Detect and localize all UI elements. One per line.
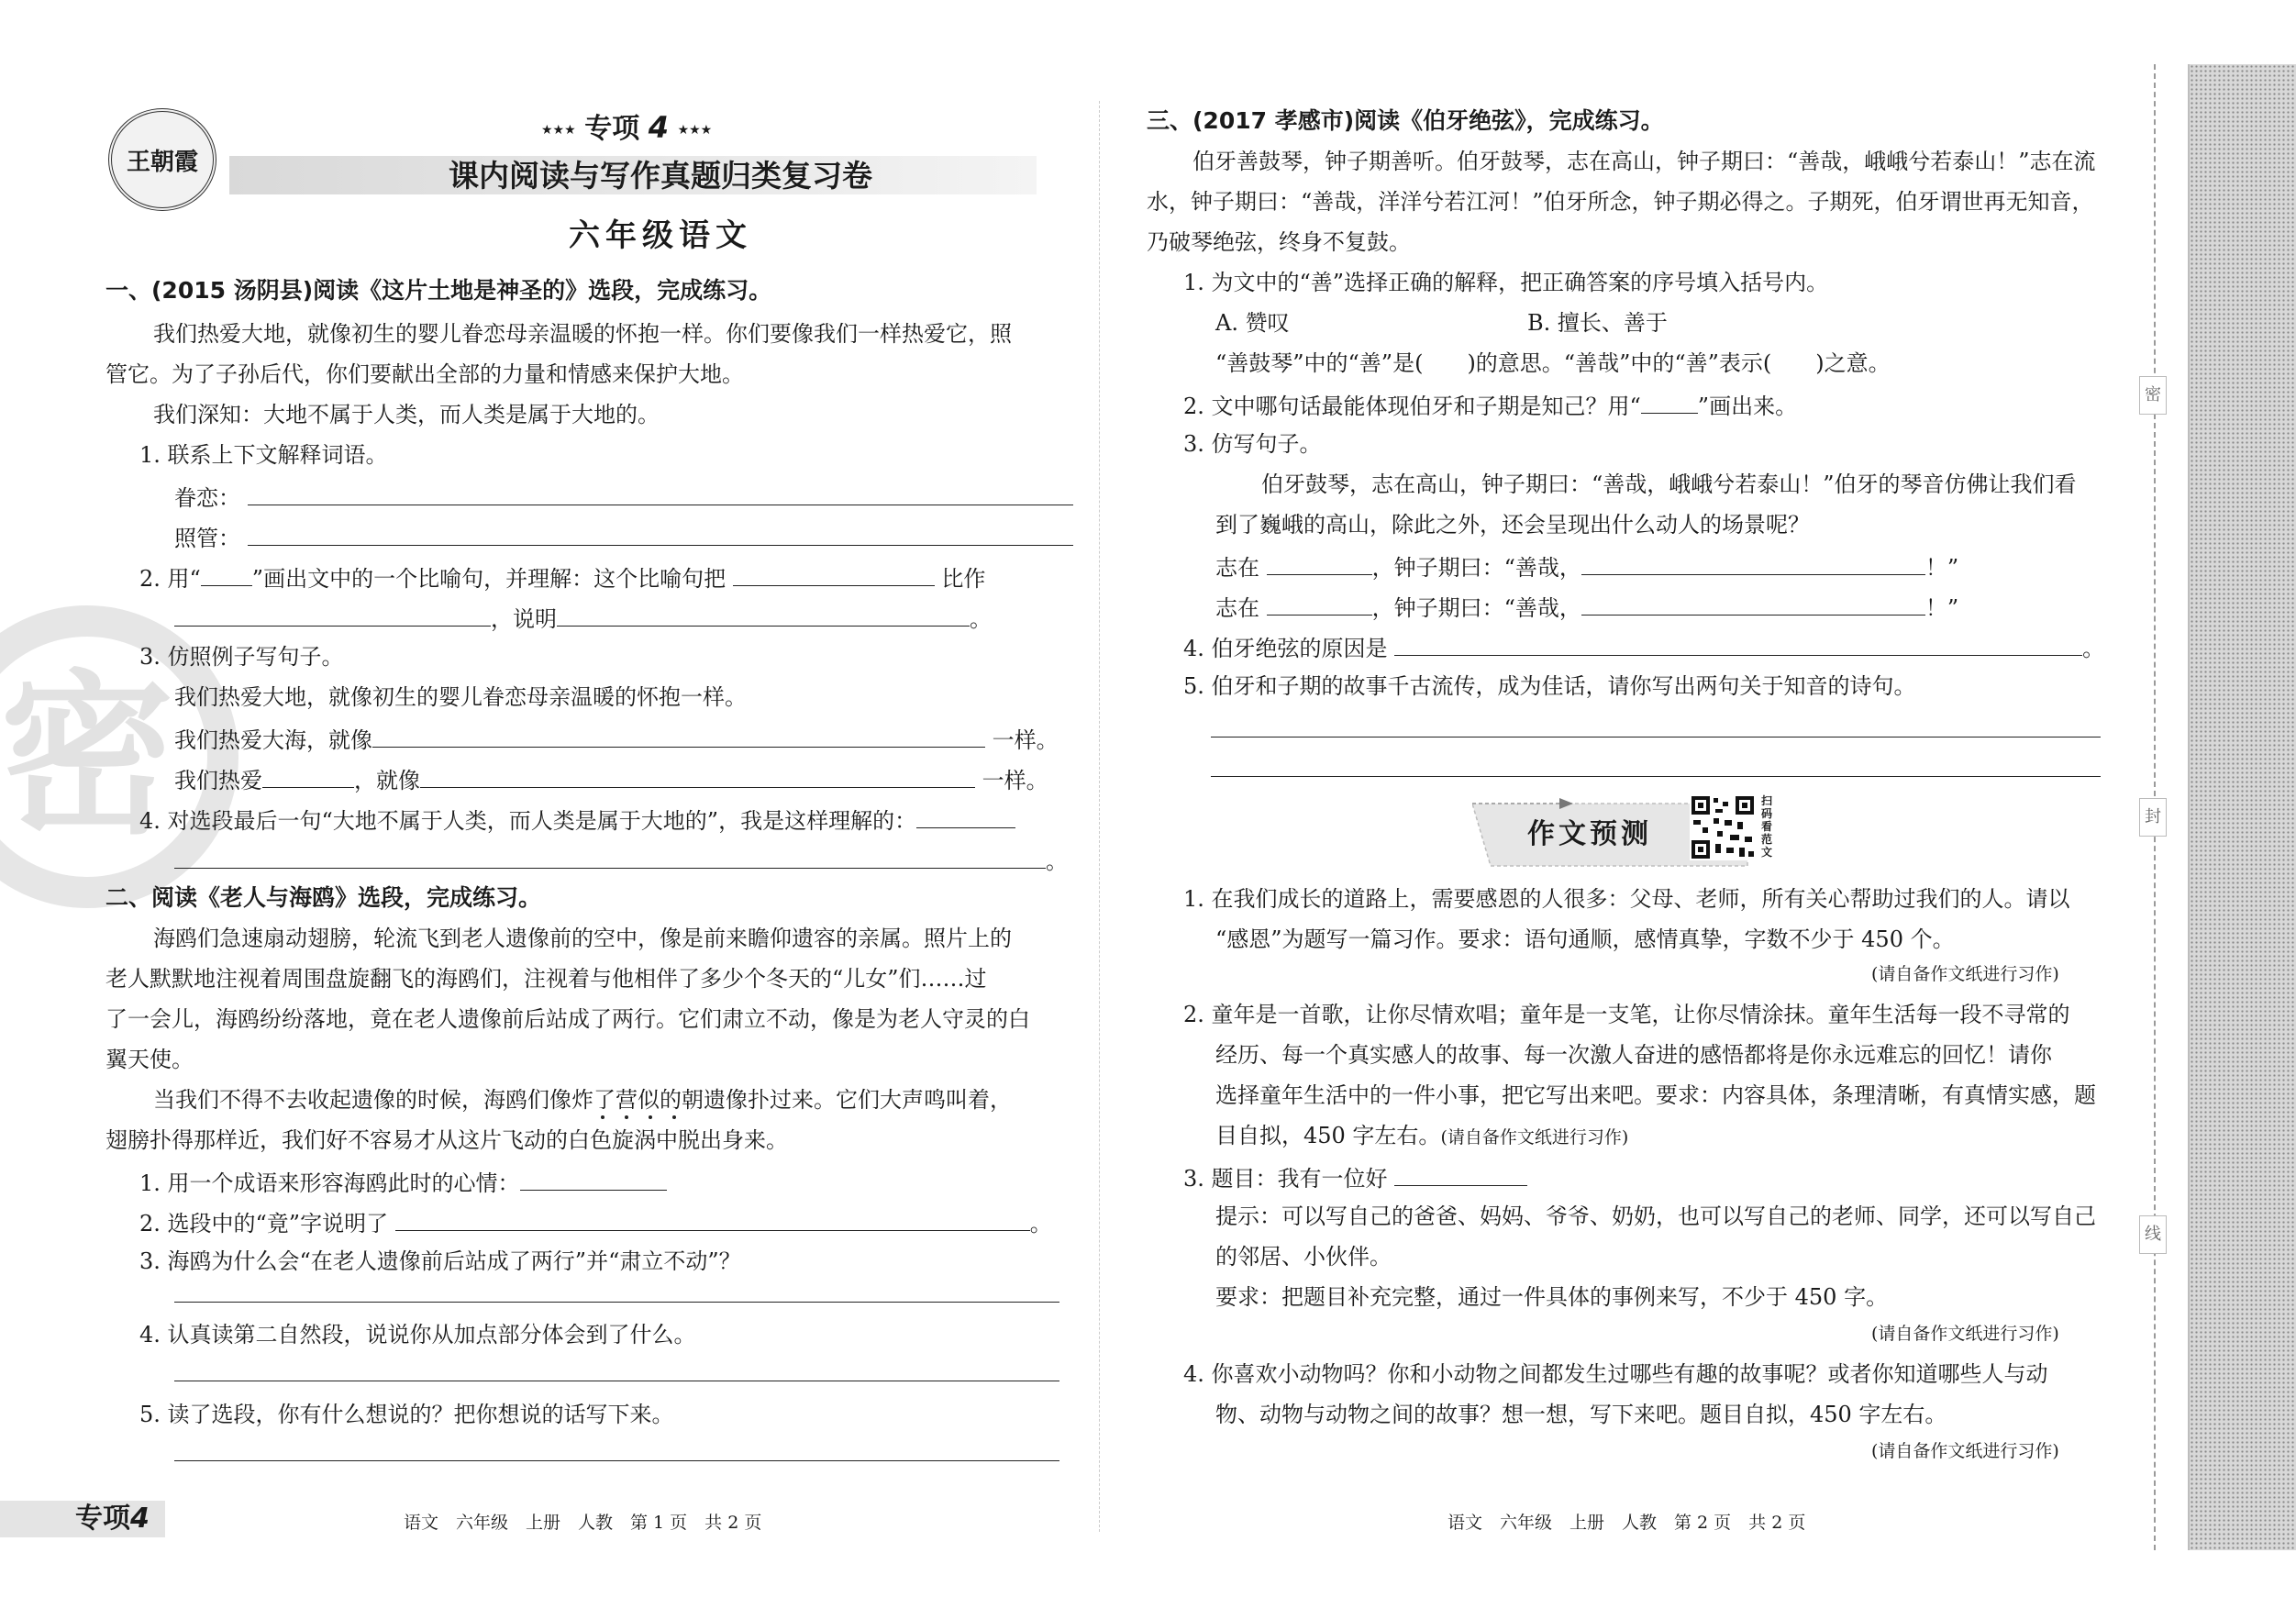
part3-q4 [1183, 635, 2104, 660]
part3-q2 [1183, 393, 1797, 417]
binding-mark-1-text: 密 [2145, 385, 2161, 405]
qr-label: 扫码看范文 [1761, 794, 1773, 859]
part1-q2 [139, 565, 985, 590]
q1-b-label: 照管： [174, 526, 240, 551]
p2-q2-blank[interactable] [395, 1210, 1030, 1231]
p3-q2-mark [1641, 393, 1698, 414]
part3-passage-1: 伯牙善鼓琴，钟子期善听。伯牙鼓琴，志在高山，钟子期曰：“善哉，峨峨兮若泰山！”志在流 [1192, 149, 2096, 174]
q2-mark-blank [201, 565, 252, 586]
essay-q1-l1: 1. 在我们成长的道路上，需要感恩的人很多：父母、老师，所有关心帮助过我们的人。请以 [1183, 886, 2070, 912]
part3-q1-c: “善鼓琴”中的“善”是( )的意思。“善哉”中的“善”表示( )之意。 [1215, 350, 1891, 376]
part3-heading: 三、(2017 孝感市)阅读《伯牙绝弦》，完成练习。 [1147, 107, 1664, 134]
fold-line [1099, 101, 1100, 1532]
part2-heading: 二、阅读《老人与海鸥》选段，完成练习。 [105, 884, 542, 911]
emphasis-dot [625, 1115, 628, 1119]
essay-q1-note: (请自备作文纸进行习作) [1871, 964, 2059, 984]
footer-tag [0, 1501, 165, 1537]
logo-badge [108, 108, 216, 211]
p3-q3-b-end: ！” [1924, 595, 1959, 621]
part1-passage-3: 我们深知：大地不属于人类，而人类是属于大地的。 [153, 402, 660, 427]
part2-q5: 5. 读了选段，你有什么想说的？把你想说的话写下来。 [139, 1402, 674, 1427]
q2-blank-1[interactable] [733, 565, 935, 586]
part3-q1-a: A. 赞叹 [1215, 310, 1290, 336]
part2-passage-4: 翼天使。 [105, 1047, 194, 1072]
p2-q2-text: 2. 选段中的“竟”字说明了 [139, 1211, 389, 1237]
page-subtitle: 六年级语文 [569, 217, 752, 254]
binding-mark-2 [2139, 798, 2167, 837]
q1-b-blank[interactable] [248, 525, 1073, 546]
binding-strip [2188, 64, 2296, 1550]
p2-q2-end: 。 [1029, 1211, 1052, 1237]
p2-q1-text: 1. 用一个成语来形容海鸥此时的心情： [139, 1170, 520, 1196]
emphasis-dot [649, 1115, 652, 1119]
essay-q3-l3: 的邻居、小伙伴。 [1215, 1244, 1392, 1270]
binding-mark-3 [2139, 1215, 2167, 1254]
part1-q1: 1. 联系上下文解释词语。 [139, 442, 388, 468]
q2-text-b: ”画出文中的一个比喻句，并理解：这个比喻句把 [251, 566, 727, 592]
q3-b-blank2[interactable] [420, 767, 975, 788]
p3-q3-a-text: 志在 [1215, 555, 1259, 581]
q1-a-label: 眷恋： [174, 485, 240, 511]
p2-q1-blank[interactable] [520, 1170, 667, 1191]
part1-q3-example: 我们热爱大地，就像初生的婴儿眷恋母亲温暖的怀抱一样。 [174, 684, 747, 710]
q4-blank-1[interactable] [916, 807, 1015, 828]
q3-b-text2: ，就像 [354, 768, 420, 793]
header-label [541, 112, 712, 146]
part1-q3: 3. 仿照例子写句子。 [139, 644, 344, 670]
part3-passage-2: 水，钟子期曰：“善哉，洋洋兮若江河！”伯牙所念，钟子期必得之。子期死，伯牙谓世再无知音， [1147, 189, 2094, 215]
q2-text-d: ，说明 [491, 606, 557, 632]
essay-q3-l2: 提示：可以写自己的爸爸、妈妈、爷爷、奶奶，也可以写自己的老师、同学，还可以写自己 [1215, 1203, 2096, 1229]
part2-q2 [139, 1210, 1052, 1235]
part1-passage-1: 我们热爱大地，就像初生的婴儿眷恋母亲温暖的怀抱一样。你们要像我们一样热爱它，照 [153, 321, 1012, 347]
part3-q5: 5. 伯牙和子期的故事千古流传，成为佳话，请你写出两句关于知音的诗句。 [1183, 673, 1916, 699]
p2-q5-answer-line[interactable] [174, 1460, 1059, 1461]
p3-q3-a-blank2[interactable] [1581, 554, 1925, 575]
essay-q2-l4 [1215, 1125, 1628, 1148]
part1-q4-cont [174, 848, 1068, 872]
q2-text-e: 。 [970, 606, 992, 632]
part3-q3-a [1215, 554, 1958, 579]
part2-passage-3: 了一会儿，海鸥纷纷落地，竟在老人遗像前后站成了两行。它们肃立不动，像是为老人守灵的白 [105, 1006, 1030, 1032]
footer-page-1: 语文 六年级 上册 人教 第 1 页 共 2 页 [404, 1513, 762, 1533]
p2-q3-answer-line[interactable] [174, 1302, 1059, 1303]
p3-q3-b-blank2[interactable] [1581, 594, 1925, 616]
q3-a-blank[interactable] [372, 726, 985, 748]
essay-q3-note: (请自备作文纸进行习作) [1871, 1324, 2059, 1344]
q2-text-c: 比作 [941, 566, 986, 592]
essay-q4-note: (请自备作文纸进行习作) [1871, 1441, 2059, 1461]
p3-q2-text: 2. 文中哪句话最能体现伯牙和子期是知己？用“ [1183, 394, 1641, 419]
emphasis-dot [601, 1115, 605, 1119]
p3-q5-answer-line-2[interactable] [1211, 776, 2101, 777]
part1-q1-b [174, 525, 1073, 549]
p3-q3-a-blank1[interactable] [1267, 554, 1372, 575]
part1-heading: 一、(2015 汤阴县)阅读《这片土地是神圣的》选段，完成练习。 [105, 277, 772, 304]
part3-q3: 3. 仿写句子。 [1183, 431, 1322, 457]
p3-q5-answer-line-1[interactable] [1211, 737, 2101, 738]
binding-mark-2-text: 封 [2145, 807, 2161, 826]
essay-q3-l4: 要求：把题目补充完整，通过一件具体的事例来写，不少于 450 字。 [1215, 1284, 1889, 1310]
label-text: 专项 [584, 113, 640, 145]
essay-q3-blank[interactable] [1394, 1165, 1527, 1186]
q3-b-text1: 我们热爱 [174, 768, 262, 793]
part3-q3-text1: 伯牙鼓琴，志在高山，钟子期曰：“善哉，峨峨兮若泰山！”伯牙的琴音仿佛让我们看 [1261, 471, 2077, 497]
p3-q4-end: 。 [2082, 636, 2105, 661]
p3-q3-a-mid: ，钟子期曰：“善哉， [1371, 555, 1581, 581]
essay-q3-l1 [1183, 1165, 1527, 1190]
q2-text-a: 2. 用“ [139, 566, 201, 592]
part1-q1-a [174, 484, 1073, 509]
binding-mark-3-text: 线 [2145, 1225, 2161, 1244]
q4-blank-2[interactable] [174, 848, 1046, 869]
part1-q4 [139, 807, 1015, 832]
label-num: 4 [648, 110, 670, 145]
footer-tag-num: 4 [130, 1503, 150, 1535]
emphasis-dots [601, 1115, 702, 1121]
q3-b-blank1[interactable] [262, 767, 354, 788]
watermark-text: 密 [0, 655, 174, 858]
part1-q3-a [174, 726, 1059, 751]
p3-q4-text: 4. 伯牙绝弦的原因是 [1183, 636, 1388, 661]
part3-q3-text2: 到了巍峨的高山，除此之外，还会呈现出什么动人的场景呢？ [1215, 512, 1810, 538]
part3-q1-b: B. 擅长、善于 [1527, 310, 1668, 336]
part2-q3: 3. 海鸥为什么会“在老人遗像前后站成了两行”并“肃立不动”？ [139, 1248, 741, 1274]
stars-left: ★★★ [541, 123, 576, 138]
p3-q3-b-text: 志在 [1215, 595, 1259, 621]
q2-blank-3[interactable] [557, 605, 970, 627]
p3-q4-blank[interactable] [1394, 635, 2082, 656]
essay-q2-note: (请自备作文纸进行习作) [1440, 1127, 1629, 1148]
essay-q2-l1: 2. 童年是一首歌，让你尽情欢唱；童年是一支笔，让你尽情涂抹。童年生活每一段不寻常的 [1183, 1002, 2070, 1027]
part2-passage-2: 老人默默地注视着周围盘旋翻飞的海鸥们，注视着与他相伴了多少个冬天的“儿女”们……过 [105, 966, 987, 992]
q3-b-end: 一样。 [982, 768, 1048, 793]
footer-tag-label: 专项 [75, 1503, 130, 1535]
part1-passage-2: 管它。为了子孙后代，你们要献出全部的力量和情感来保护大地。 [105, 361, 744, 387]
q2-blank-2[interactable] [174, 605, 491, 627]
part1-q3-b [174, 767, 1048, 792]
part2-passage-5: 当我们不得不去收起遗像的时候，海鸥们像炸了营似的朝遗像扑过来。它们大声鸣叫着， [153, 1087, 1012, 1113]
part3-passage-3: 乃破琴绝弦，终身不复鼓。 [1147, 229, 1411, 255]
p3-q3-a-end: ！” [1924, 555, 1959, 581]
stars-right: ★★★ [677, 123, 713, 138]
page-title: 课内阅读与写作真题归类复习卷 [449, 158, 872, 194]
part3-q3-b [1215, 594, 1958, 619]
essay-q1-l2: “感恩”为题写一篇习作。要求：语句通顺，感情真挚，字数不少于 450 个。 [1215, 926, 1955, 952]
part2-passage-1: 海鸥们急速扇动翅膀，轮流飞到老人遗像前的空中，像是前来瞻仰遗容的亲属。照片上的 [153, 926, 1012, 951]
q3-a-end: 一样。 [992, 727, 1059, 753]
part2-q4: 4. 认真读第二自然段，说说你从加点部分体会到了什么。 [139, 1322, 696, 1347]
q4-end: 。 [1046, 848, 1068, 874]
essay-q2-l2: 经历、每一个真实感人的故事、每一次激人奋进的感悟都将是你永远难忘的回忆！请你 [1215, 1042, 2052, 1068]
q4-text: 4. 对选段最后一句“大地不属于人类，而人类是属于大地的”，我是这样理解的： [139, 808, 917, 834]
p3-q3-b-mid: ，钟子期曰：“善哉， [1371, 595, 1581, 621]
essay-q3-text: 3. 题目：我有一位好 [1183, 1166, 1388, 1192]
essay-q2-l3: 选择童年生活中的一件小事，把它写出来吧。要求：内容具体，条理清晰，有真情实感，题 [1215, 1082, 2096, 1108]
part1-q2-cont [174, 605, 992, 630]
part2-q1 [139, 1170, 667, 1194]
qr-code-icon [1690, 794, 1756, 860]
essay-q4-l1: 4. 你喜欢小动物吗？你和小动物之间都发生过哪些有趣的故事呢？或者你知道哪些人与动 [1183, 1361, 2048, 1387]
essay-q2-l4-text: 目自拟，450 字左右。 [1215, 1123, 1441, 1148]
p3-q2-end: ”画出来。 [1697, 394, 1798, 419]
emphasis-dot [672, 1115, 676, 1119]
essay-q4-l2: 物、动物与动物之间的故事？想一想，写下来吧。题目自拟，450 字左右。 [1215, 1402, 1947, 1427]
logo-text: 王朝霞 [126, 149, 198, 176]
q3-a-text: 我们热爱大海，就像 [174, 727, 372, 753]
footer-page-2: 语文 六年级 上册 人教 第 2 页 共 2 页 [1447, 1513, 1806, 1533]
qr-code[interactable] [1690, 794, 1756, 860]
binding-mark-1 [2139, 376, 2167, 415]
p3-q3-b-blank1[interactable] [1267, 594, 1372, 616]
part2-passage-6: 翅膀扑得那样近，我们好不容易才从这片飞动的白色旋涡中脱出身来。 [105, 1127, 788, 1153]
essay-title: 作文预测 [1527, 818, 1652, 850]
q1-a-blank[interactable] [248, 484, 1073, 505]
part3-q1: 1. 为文中的“善”选择正确的解释，把正确答案的序号填入括号内。 [1183, 270, 1829, 295]
